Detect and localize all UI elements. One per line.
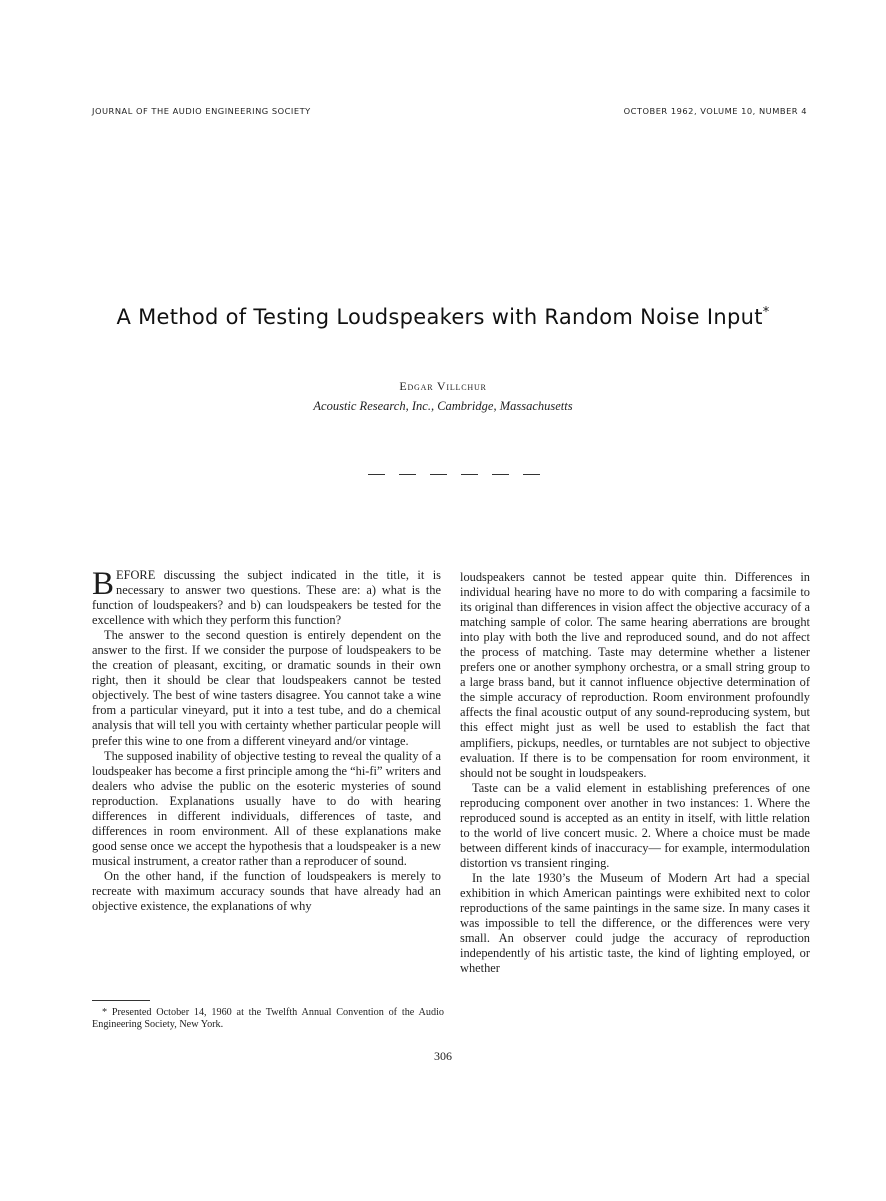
paragraph: On the other hand, if the function of loudspeakers is merely to recreate with maximum accuracy sounds that have already had an objective existence, the explanations of why xyxy=(92,868,441,914)
drop-cap: B xyxy=(92,566,115,602)
author-name: Edgar Villchur xyxy=(399,379,487,393)
page-number: 306 xyxy=(434,1049,452,1063)
title-footnote-mark: * xyxy=(762,305,770,321)
right-column xyxy=(460,570,810,976)
paragraph xyxy=(92,568,441,628)
journal-header: JOURNAL OF THE AUDIO ENGINEERING SOCIETY xyxy=(92,106,311,116)
article-title xyxy=(0,305,886,329)
section-divider xyxy=(368,474,540,476)
author-affiliation: Acoustic Research, Inc., Cambridge, Massachusetts xyxy=(313,399,573,413)
paragraph-text: EFORE discussing the subject indicated in the title, it is necessary to answer two questions. These are: a) what is the function of loudspeakers? and b) can loudspeakers be tested for the excellence with which they perform this function? xyxy=(92,568,441,628)
paragraph: Taste can be a valid element in establishing preferences of one reproducing component over another in two instances: 1. Where the reproduced sound is accepted as an entity in itself, with little relation to the world of live concert music. 2. Where a choice must be made between different kinds of inaccuracy— for example, intermodulation distortion vs transient ringing. xyxy=(460,780,810,870)
left-column xyxy=(92,568,441,914)
paragraph: The supposed inability of objective testing to reveal the quality of a loudspeaker has become a first principle among the “hi-fi” writers and dealers who advise the public on the esoteric mysteries of sound reproduction. Explanations usually have to do with hearing differences in different individuals, differences of taste, and differences in room environment. All of these explanations make good sense once we accept the hypothesis that a loudspeaker is a new musical instrument, a creator rather than a reproducer of sound. xyxy=(92,748,441,868)
paragraph: loudspeakers cannot be tested appear quite thin. Differences in individual hearing have no more to do with comparing a facsimile to its original than differences in vision affect the objective accuracy of a matching sample of color. The same hearing aberrations are brought into play with both the live and reproduced sound, and do not affect the process of matching. Taste may determine whether a listener prefers one or another symphony orchestra, or a small string group to a large brass band, but it cannot influence objective determination of the simple accuracy of reproduction. Room environment profoundly affects the final acoustic output of any sound-reproducing system, but this effect might just as well be used to establish the fact that amplifiers, pickups, needles, or turntables are not subject to objective evaluation. If there is to be compensation for room environment, it should not be sought in loudspeakers. xyxy=(460,570,810,780)
title-text: A Method of Testing Loudspeakers with Random Noise Input xyxy=(116,305,763,330)
footnote-rule xyxy=(92,1000,150,1001)
paragraph: In the late 1930’s the Museum of Modern Art had a special exhibition in which American paintings were exhibited next to color reproductions of the same paintings in the same size. In many cases it was impossible to tell the difference, or the differences were very small. An observer could judge the accuracy of reproduction independently of his artistic taste, the kind of lighting employed, or whether xyxy=(460,870,810,976)
footnote xyxy=(92,1000,444,1032)
paragraph: The answer to the second question is entirely dependent on the answer to the first. If we consider the purpose of loudspeakers to be the creation of pleasant, exciting, or dramatic sounds in their own right, then it should be clear that loudspeakers cannot be tested objectively. The best of wine tasters disagree. You cannot take a wine from a particular vineyard, put it into a test tube, and do a chemical analysis that will tell you with certainty whether particular people will prefer this wine to one from a different vineyard and/or vintage. xyxy=(92,628,441,748)
footnote-text: * Presented October 14, 1960 at the Twelfth Annual Convention of the Audio Engineering Society, New York. xyxy=(92,1007,444,1031)
issue-header: OCTOBER 1962, VOLUME 10, NUMBER 4 xyxy=(623,106,807,116)
